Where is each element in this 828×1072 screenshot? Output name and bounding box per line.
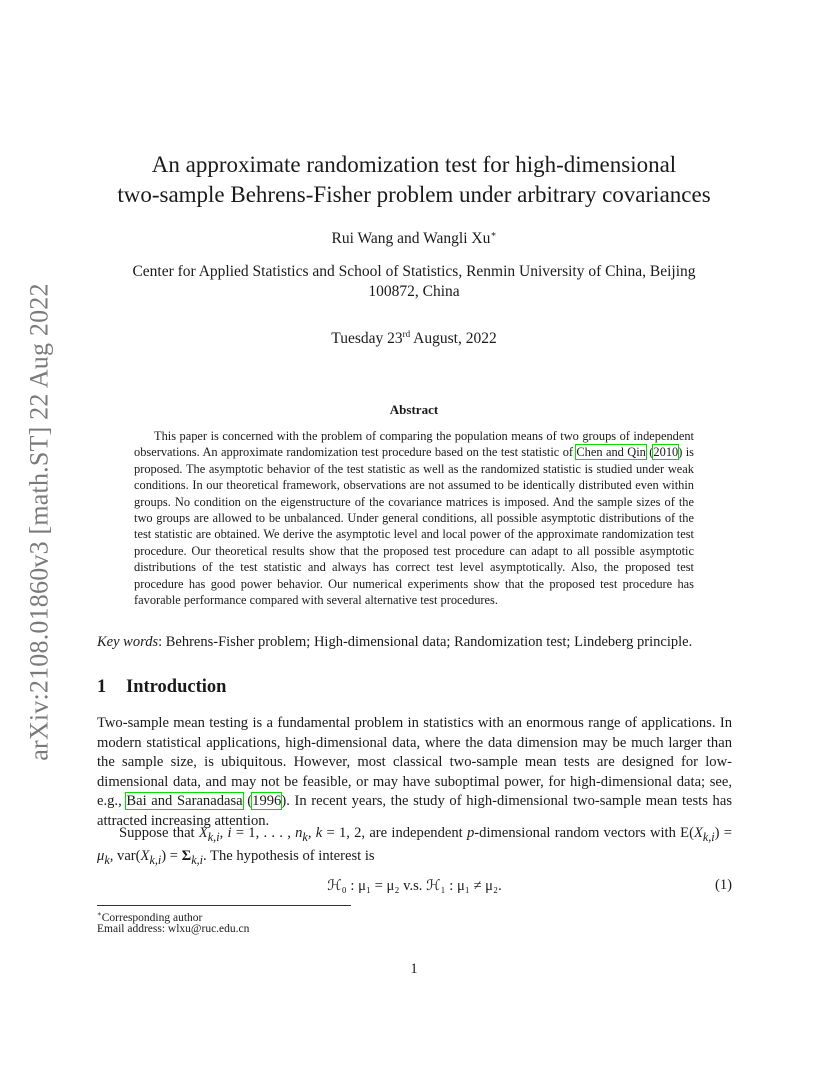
section-number: 1 (97, 677, 107, 697)
math-x-ki-3: $X_{k,i}$ (140, 848, 162, 868)
math-sigma-ki: Σ (181, 848, 192, 865)
author-footnote-mark: ∗ (490, 229, 497, 239)
keywords-label: Key words (97, 634, 159, 650)
keywords-list: : Behrens-Fisher problem; High-dimensional data; Randomization test; Lindeberg principle. (158, 634, 693, 650)
math-x-ki: $X_{k,i}$ (198, 825, 220, 844)
paper-date (60, 329, 768, 348)
equation-body: ℋ₀ : μ₁ = μ₂ v.s. ℋ₁ : μ₁ ≠ μ₂. (327, 878, 502, 894)
math-mu-k: $\mu_k$ (97, 848, 110, 868)
p2-text-6: -dimensional random vectors with E( (474, 825, 694, 841)
abstract-heading: Abstract (389, 402, 439, 417)
intro-paragraph-2 (97, 824, 732, 871)
date-prefix: Tuesday 23 (331, 330, 403, 348)
p2-text-8: , var( (109, 848, 141, 865)
title-line-1: An approximate randomization test for high-dimensional (151, 152, 677, 177)
affiliation-line-2: 100872, China (368, 283, 460, 300)
intro-text-2: ). In recent years, the study of high-dimensional two-sample mean tests has attracted increasing attention. (97, 793, 732, 829)
arxiv-stamp (20, 262, 60, 782)
footnote-rule (97, 905, 351, 906)
citation-link-chen-qin[interactable]: Chen and Qin (576, 445, 646, 460)
paper-title (60, 150, 768, 210)
affiliation-line-1: Center for Applied Statistics and School of Statistics, Renmin University of China, Beijing (132, 263, 696, 280)
authors (60, 229, 768, 248)
arxiv-stamp-text: arXiv:2108.01860v3 [math.ST] 22 Aug 2022 (25, 283, 55, 761)
p2-text-9: ) = (161, 848, 182, 865)
date-ordinal: rd (402, 329, 411, 339)
math-sigma-sub: k,i (191, 853, 204, 868)
p2-text-4: , (307, 825, 316, 841)
date-suffix: August, 2022 (410, 330, 497, 348)
abstract-text-2: ) is proposed. The asymptotic behavior of the test statistic as well as the randomized statistic is studied under weak conditions. In our theoretical framework, observations are not assumed to be identically distributed even within groups. No condition on the eigenstructure of the covariance matrices is imposed. And the sample sizes of the two groups are allowed to be unbalanced. Under general conditions, all possible asymptotic distributions of the test statistic are obtained. We derive the asymptotic level and local power of the approximate randomization test procedure. Our theoretical results show that the proposed test procedure can adapt to all possible asymptotic distributions of the test statistic and always has correct test level asymptotically. Also, the proposed test procedure has good power behavior. Our numerical experiments show that the proposed test procedure has favorable performance compared with several alternative test procedures. (134, 445, 695, 608)
p2-text-5: = 1, 2, are independent (322, 825, 467, 841)
math-i: i (227, 825, 232, 841)
citation-year-link-1996[interactable]: 1996 (252, 793, 282, 809)
math-n-k: $n_k$ (295, 825, 308, 844)
citation-link-bai-saranadasa[interactable]: Bai and Saranadasa (126, 793, 243, 809)
section-title: Introduction (126, 677, 227, 697)
intro-text-1: Two-sample mean testing is a fundamental problem in statistics with an enormous range of applications. In modern statistical applications, high-dimensional data, where the data dimension may be much larger than the sample size, is ubiquitous. However, most classical two-sample mean tests are designed for low-dimensional data, and may not be feasible, or may have suboptimal power, for high-dimensional data; see, e.g., (97, 715, 732, 809)
abstract-text-1: This paper is concerned with the problem of comparing the population means of two groups of independent observations. An approximate randomization test procedure based on the test statistic of (134, 429, 694, 460)
p2-text-2: , (219, 825, 228, 841)
p2-text-1: Suppose that (119, 825, 199, 841)
abstract-body: This paper is concerned with the problem of comparing the population means of two groups of independent observations. An approximate randomization test procedure based on the test statistic of Chen and Qin (2010) is proposed. The asymptotic behavior of the test statistic as well as the randomized statistic is studied under weak conditions. In our theoretical framework, observations are not assumed to be identically distributed even within groups. No condition on the eigenstructure of the covariance matrices is imposed. And the sample sizes of the two groups are allowed to be unbalanced. Under general conditions, all possible asymptotic distributions of the test statistic are obtained. We derive the asymptotic level and local power of the approximate randomization test procedure. Our theoretical results show that the proposed test procedure can adapt to all possible asymptotic distributions of the test statistic and always has correct test level asymptotically. Also, the proposed test procedure has good power behavior. Our numerical experiments show that the proposed test procedure has favorable performance compared with several alternative test procedures. (134, 429, 695, 608)
p2-text-3: = 1, . . . , (231, 825, 296, 841)
page-number: 1 (410, 961, 418, 977)
math-k: k (315, 825, 323, 841)
footnote-email: Email address: wlxu@ruc.edu.cn (97, 923, 250, 935)
equation-number: (1) (714, 877, 732, 893)
math-p: p (466, 825, 475, 841)
section-heading (97, 677, 226, 698)
citation-year-link-2010[interactable]: 2010 (653, 445, 679, 460)
author-names: Rui Wang and Wangli Xu (331, 230, 491, 248)
footnote-mark: ∗ (97, 910, 102, 918)
p2-text-7: ) = (714, 825, 733, 841)
footnote-corresponding-text: Corresponding author (101, 911, 203, 924)
math-x-ki-2: $X_{k,i}$ (693, 825, 715, 844)
affiliation (90, 262, 738, 302)
intro-paragraph-1: Two-sample mean testing is a fundamental problem in statistics with an enormous range of applications. In modern statistical applications, high-dimensional data, where the data dimension may be much larger than the sample size, is ubiquitous. However, most classical two-sample mean tests are designed for low-dimensional data, and may not be feasible, or may have suboptimal power, for high-dimensional data; see, e.g., Bai and Saranadasa (1996). In recent years, the study of high-dimensional two-sample mean tests has attracted increasing attention. (97, 715, 732, 829)
title-line-2: two-sample Behrens-Fisher problem under arbitrary covariances (117, 182, 711, 207)
p2-text-10: . The hypothesis of interest is (203, 848, 375, 865)
keywords (97, 634, 737, 651)
